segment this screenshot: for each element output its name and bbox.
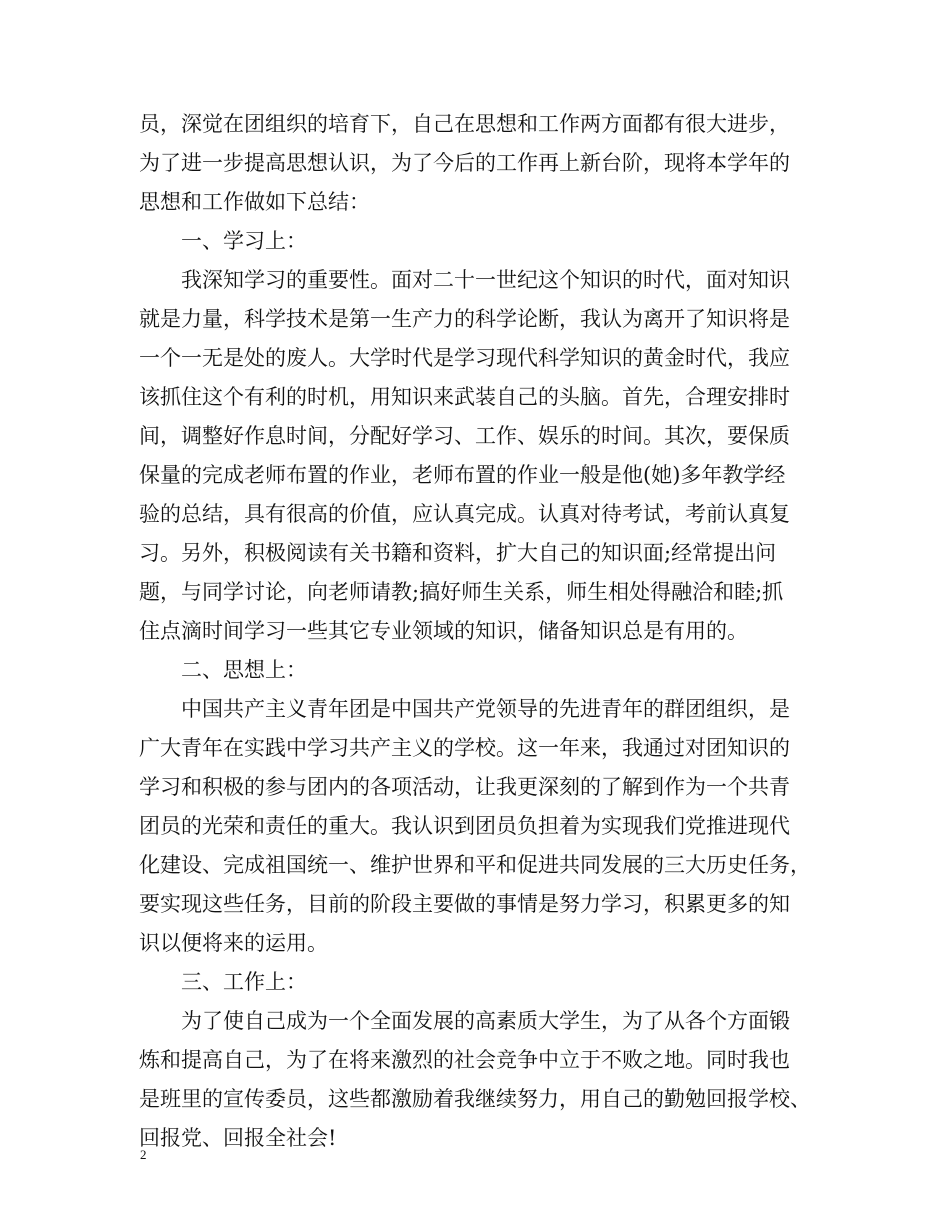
page-number: 2 [140, 1147, 147, 1162]
body-line: 学习和积极的参与团内的各项活动，让我更深刻的了解到作为一个共青 [139, 775, 790, 799]
body-line: 为了使自己成为一个全面发展的高素质大学生，为了从各个方面锻 [181, 1009, 790, 1033]
body-line: 识以便将来的运用。 [139, 931, 328, 955]
body-line: 化建设、完成祖国统一、维护世界和平和促进共同发展的三大历史任务， [139, 853, 811, 877]
body-line: 住点滴时间学习一些其它专业领域的知识，储备知识总是有用的。 [139, 619, 748, 643]
body-line: 该抓住这个有利的时机，用知识来武装自己的头脑。首先，合理安排时 [139, 385, 790, 409]
section-heading: 一、学习上： [181, 229, 307, 253]
body-line: 员，深觉在团组织的培育下，自己在思想和工作两方面都有很大进步， [139, 112, 790, 136]
body-line: 回报党、回报全社会! [139, 1126, 337, 1150]
body-line: 为了进一步提高思想认识，为了今后的工作再上新台阶，现将本学年的 [139, 151, 790, 175]
section-heading: 二、思想上： [181, 658, 307, 682]
body-line: 要实现这些任务，目前的阶段主要做的事情是努力学习，积累更多的知 [139, 892, 790, 916]
section-heading: 三、工作上： [181, 970, 307, 994]
body-line: 就是力量，科学技术是第一生产力的科学论断，我认为离开了知识将是 [139, 307, 790, 331]
body-line: 一个一无是处的废人。大学时代是学习现代科学知识的黄金时代，我应 [139, 346, 790, 370]
body-line: 验的总结，具有很高的价值，应认真完成。认真对待考试，考前认真复 [139, 502, 790, 526]
body-line: 炼和提高自己，为了在将来激烈的社会竞争中立于不败之地。同时我也 [139, 1048, 790, 1072]
body-line: 中国共产主义青年团是中国共产党领导的先进青年的群团组织，是 [181, 697, 790, 721]
body-line: 团员的光荣和责任的重大。我认识到团员负担着为实现我们党推进现代 [139, 814, 790, 838]
body-line: 是班里的宣传委员，这些都激励着我继续努力，用自己的勤勉回报学校、 [139, 1087, 811, 1111]
body-line: 习。另外，积极阅读有关书籍和资料，扩大自己的知识面;经常提出问 [139, 541, 777, 565]
body-line: 思想和工作做如下总结： [139, 190, 370, 214]
body-line: 间，调整好作息时间，分配好学习、工作、娱乐的时间。其次，要保质 [139, 424, 790, 448]
body-line: 保量的完成老师布置的作业，老师布置的作业一般是他(她)多年教学经 [139, 463, 786, 487]
body-line: 题，与同学讨论，向老师请教;搞好师生关系，师生相处得融洽和睦;抓 [139, 580, 784, 604]
body-line: 我深知学习的重要性。面对二十一世纪这个知识的时代，面对知识 [181, 268, 790, 292]
body-line: 广大青年在实践中学习共产主义的学校。这一年来，我通过对团知识的 [139, 736, 790, 760]
